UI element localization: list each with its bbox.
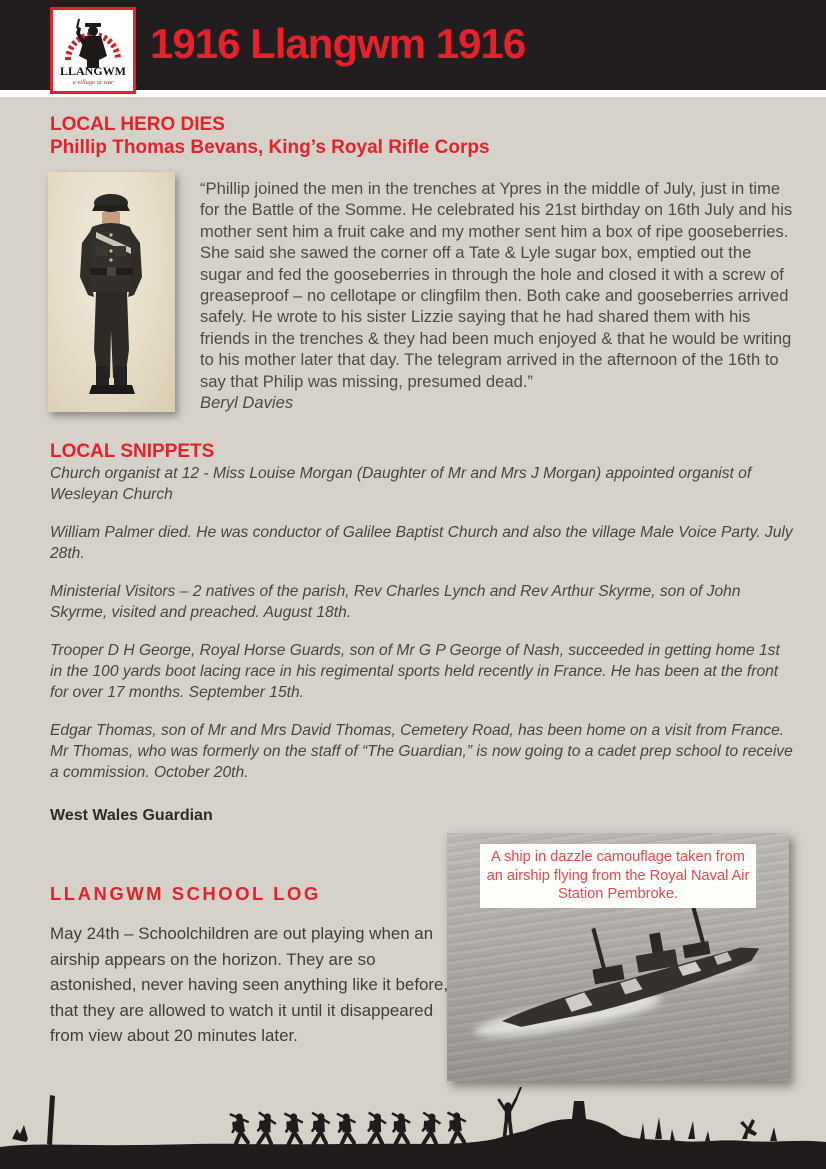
school-log-heading: LLANGWM SCHOOL LOG (50, 883, 321, 904)
llangwm-logo (50, 7, 136, 94)
ship-photo-caption: A ship in dazzle camouflage taken from an airship flying from the Royal Naval Air Station Pembroke. (480, 844, 756, 908)
masthead (0, 0, 826, 97)
snippets-section-heading: LOCAL SNIPPETS (50, 441, 215, 462)
llangwm-crest-icon (53, 10, 133, 91)
snippet-item: Church organist at 12 - Miss Louise Morgan (Daughter of Mr and Mrs J Morgan) appointed organist of Wesleyan Church (50, 465, 752, 503)
soldier-figure-illustration (48, 172, 175, 412)
snippet-item: William Palmer died. He was conductor of Galilee Baptist Church and also the village Male Voice Party. July 28th. (50, 524, 793, 562)
soldier-portrait-photo (48, 172, 175, 412)
hero-attribution: Beryl Davies (200, 393, 294, 413)
ship-photo (447, 833, 789, 1081)
snippet-item: Edgar Thomas, son of Mr and Mrs David Thomas, Cemetery Road, has been home on a visit from France. Mr Thomas, who was formerly on the staff of “The Guardian,” is now going to a cadet prep school to receive a commission. October 20th. (50, 722, 793, 781)
hero-section-heading: LOCAL HERO DIES (50, 114, 225, 135)
hero-quote-block (200, 178, 796, 413)
page-title: 1916 Llangwm 1916 (150, 20, 526, 67)
snippet-item: Ministerial Visitors – 2 natives of the parish, Rev Charles Lynch and Rev Arthur Skyrme, son of John Skyrme, visited and preached. August 18th. (50, 583, 741, 621)
soldiers-silhouette-footer (0, 1081, 826, 1169)
snippet-item: Trooper D H George, Royal Horse Guards, son of Mr G P George of Nash, succeeded in getting home 1st in the 100 yards boot lacing race in his regimental sports held recently in France. He has been at the front for over 17 months. September 15th. (50, 642, 780, 701)
snippets-source: West Wales Guardian (50, 807, 213, 824)
hero-quote-text: “Phillip joined the men in the trenches at Ypres in the middle of July, just in time for the Battle of the Somme. He celebrated his 21st birthday on 16th July and his mother sent him a fruit cake and my mother sent him a box of ripe gooseberries. She said she sawed the corner off a Tate & Lyle sugar box, emptied out the sugar and fed the gooseberries in through the hole and closed it with a screw of greaseproof – no cellotape or clingfilm then. Both cake and gooseberries arrived safely. He wrote to his sister Lizzie saying that he had shared them with his friends in the trenches & they had been much enjoyed & that he would be writing to his mother later that day. The telegram arrived in the afternoon of the 16th to say that Philip was missing, presumed dead.” (200, 179, 793, 391)
school-log-body: May 24th – Schoolchildren are out playing when an airship appears on the horizon. They are so astonished, never having seen anything like it before, that they are allowed to watch it until it disappeared from view about 20 minutes later. (50, 924, 449, 1045)
snippets-list (50, 463, 794, 826)
hero-section-subheading: Phillip Thomas Bevans, King’s Royal Rifle Corps (50, 137, 490, 158)
logo-name-text: LLANGWM (60, 64, 126, 78)
logo-tagline-text: a village at war (72, 79, 114, 86)
